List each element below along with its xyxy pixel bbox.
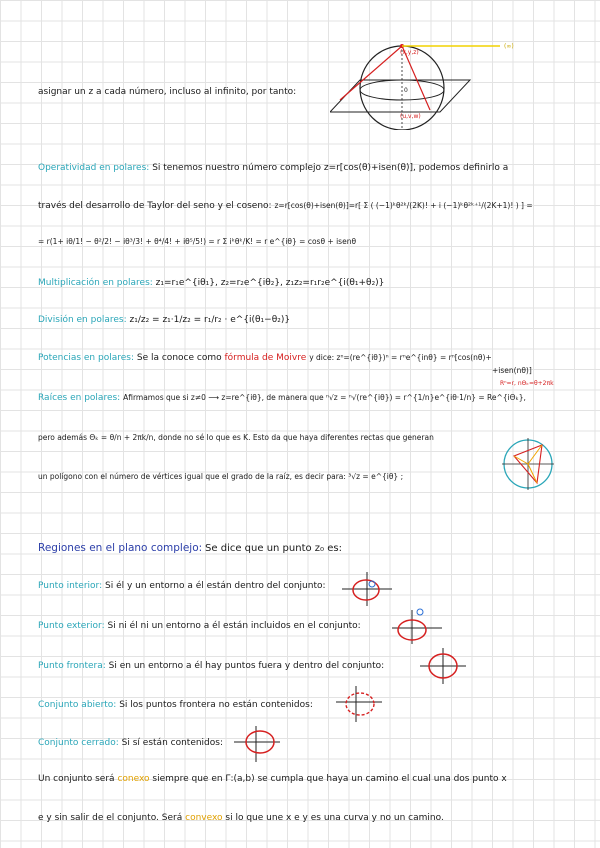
multiplicacion-line (38, 277, 384, 289)
raices-line1 (38, 392, 526, 404)
exterior-point-diagram (392, 604, 442, 644)
region-item-text: Si sí están contenidos: (121, 738, 224, 748)
regiones-text: Se dice que un punto z₀ es: (205, 543, 342, 554)
operatividad-line2 (38, 200, 533, 212)
operatividad-line3: = r(1+ iθ/1! − θ²/2! − iθ³/3! + θ⁴/4! + iθ⁵/5!) = r Σ iᵏθᵏ/K! = r e^{iθ} = cosθ + isenθ (38, 237, 357, 246)
riemann-sphere-figure (330, 30, 530, 130)
raices-annotation: Rⁿ=r, nΘₖ=θ+2πk (500, 380, 554, 387)
raices-title: Raíces en polares: (38, 393, 121, 403)
region-item-frontera (38, 660, 384, 672)
operatividad-text1: Si tenemos nuestro número complejo z=r[cos(θ)+isen(θ)], podemos definirlo a (152, 163, 509, 173)
region-item-interior (38, 580, 326, 592)
operatividad-text2b: z=r[cos(θ)+isen(θ)]=r[ Σ ( (−1)ᵏθ²ᵏ/(2K)! + i (−1)ᵏθ²ᵏ⁺¹/(2K+1)! ) ] = (274, 201, 533, 210)
potencias-text-b: y dice: zⁿ=(re^{iθ})ⁿ = rⁿe^{inθ} = rⁿ[cos(nθ)+ (309, 353, 492, 362)
roots-polygon-figure (500, 436, 556, 492)
sphere-label-zero: 0 (404, 87, 408, 94)
potencias-title: Potencias en polares: (38, 353, 134, 363)
division-line (38, 314, 290, 326)
region-item-title: Punto interior: (38, 581, 103, 591)
conexo-text-c: siempre que en Γ:(a,b) se cumpla que haya un camino el cual una dos punto x (152, 774, 507, 784)
region-item-text: Si ni él ni un entorno a él están incluidos en el conjunto: (107, 621, 361, 631)
multiplicacion-text: z₁=r₁e^{iθ₁}, z₂=r₂e^{iθ₂}, z₁z₂=r₁r₂e^{i(θ₁+θ₂)} (155, 278, 385, 288)
convexo-term: convexo (185, 813, 223, 823)
conexo-line2 (38, 812, 444, 824)
region-item-text: Si los puntos frontera no están contenidos: (119, 700, 313, 710)
convexo-text-a: e y sin salir de el conjunto. Será (38, 813, 183, 823)
region-item-title: Conjunto cerrado: (38, 738, 119, 748)
sphere-label-bottom: (u,v,w) (400, 113, 421, 120)
region-item-cerrado (38, 737, 223, 749)
conexo-text-a: Un conjunto será (38, 774, 115, 784)
conexo-line1 (38, 773, 507, 785)
sphere-label-top: (x,y,z) (400, 49, 419, 56)
boundary-point-diagram (420, 648, 466, 684)
region-item-text: Si él y un entorno a él están dentro del conjunto: (105, 581, 326, 591)
region-item-title: Punto frontera: (38, 661, 106, 671)
regiones-line (38, 542, 342, 555)
potencias-text-a: Se la conoce como (136, 353, 222, 363)
raices-line2: pero además Θₖ = θ/n + 2πk/n, donde no sé lo que es K. Esto da que haya diferentes rectas que generan (38, 433, 434, 442)
open-set-diagram (336, 686, 382, 722)
conexo-term: conexo (117, 774, 150, 784)
operatividad-line1 (38, 162, 508, 174)
region-item-title: Punto exterior: (38, 621, 105, 631)
region-item-exterior (38, 620, 361, 632)
sphere-label-infinity: (∞) (504, 43, 514, 50)
potencias-line (38, 352, 492, 364)
division-title: División en polares: (38, 315, 127, 325)
moivre-term: fórmula de Moivre (224, 353, 307, 363)
region-item-title: Conjunto abierto: (38, 700, 117, 710)
regiones-title: Regiones en el plano complejo: (38, 542, 203, 554)
multiplicacion-title: Multiplicación en polares: (38, 278, 153, 288)
raices-text: Afirmamos que si z≠0 ⟶ z=re^{iθ}, de manera que ⁿ√z = ⁿ√(re^{iθ}) = r^{1/n}e^{iθ·1/n} = Re^{iΘₖ}, (123, 393, 526, 402)
intro-text: asignar un z a cada número, incluso al infinito, por tanto: (38, 87, 297, 97)
region-item-abierto (38, 699, 313, 711)
region-item-text: Si en un entorno a él hay puntos fuera y dentro del conjunto: (108, 661, 385, 671)
operatividad-title: Operatividad en polares: (38, 163, 150, 173)
potencias-text-c: +isen(nθ)] (492, 366, 532, 375)
operatividad-text2a: través del desarrollo de Taylor del seno y el coseno: (38, 201, 272, 211)
interior-point-diagram (342, 572, 392, 606)
division-text: z₁/z₂ = z₁·1/z₂ = r₁/r₂ · e^{i(θ₁−θ₂)} (129, 315, 291, 325)
convexo-text-c: si lo que une x e y es una curva y no un camino. (225, 813, 444, 823)
closed-set-diagram (234, 726, 280, 762)
raices-line3: un polígono con el número de vértices igual que el grado de la raíz, es decir para: ³√z = e^{iθ} ; (38, 472, 404, 481)
